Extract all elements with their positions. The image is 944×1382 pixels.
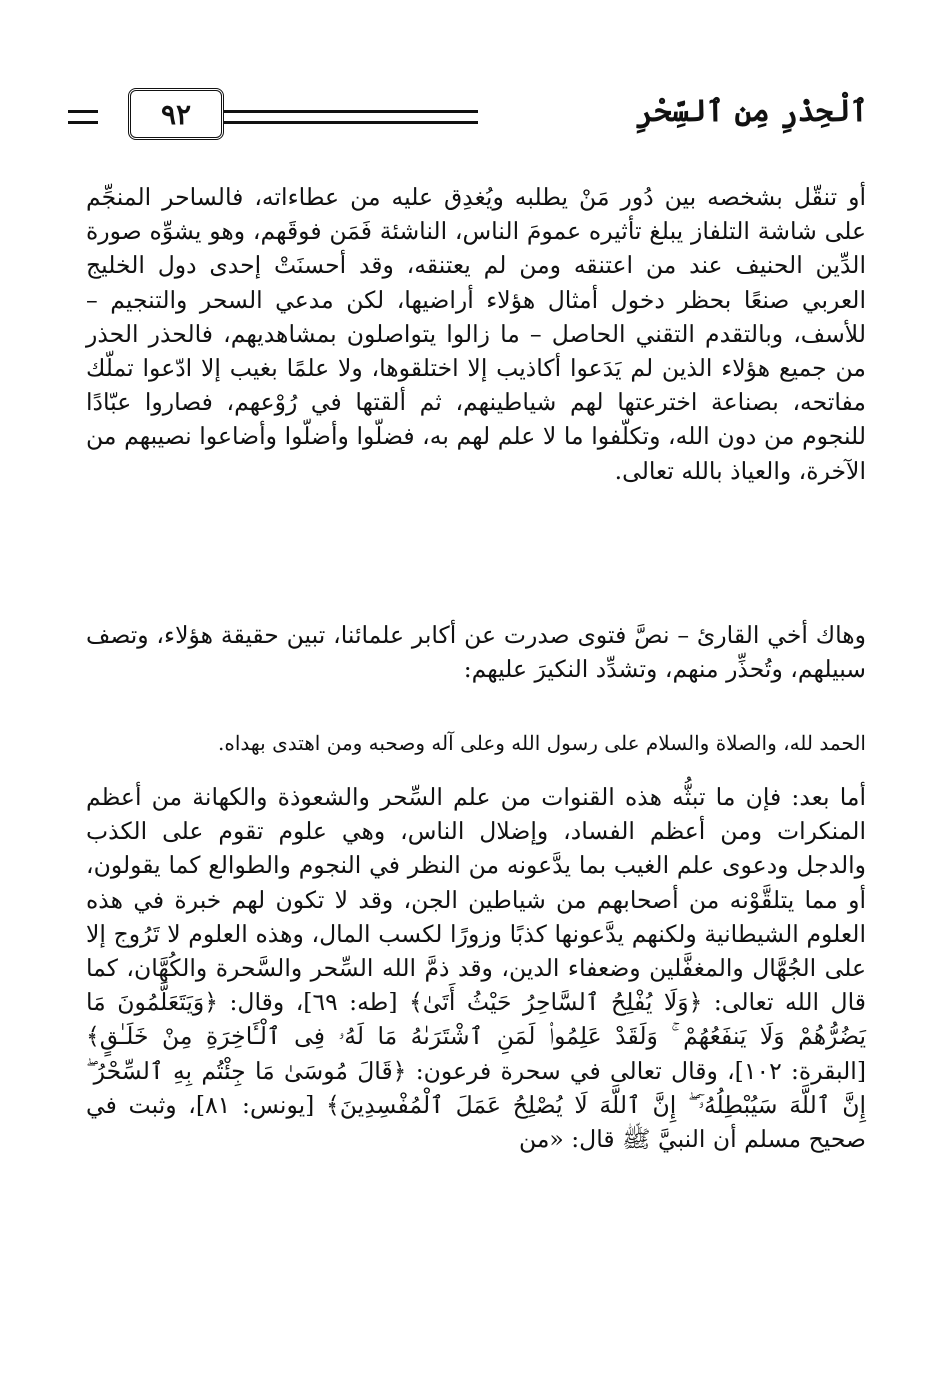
paragraph-intro: [86, 180, 866, 488]
header-rule-right: [224, 110, 478, 124]
paragraph-text: أو تنقّل بشخصه بين دُور مَنْ يطلبه ويُغدِق عليه من عطاءاته، فالساحر المنجِّم على شاشة التلفاز يبلغ تأثيره عمومَ الناس، الناشئة فَمَن فوقَهم، وهو يشوِّه صورة الدِّين الحنيف عند من اعتنقه ومن لم يعتنقه، وقد أحسنَتْ إحدى دول الخليج العربي صنعًا بحظر دخول أمثال هؤلاء أراضيها، لكن مدعي السحر والتنجيم – للأسف، وبالتقدم التقني الحاصل – ما زالوا يتواصلون بمشاهديهم، فالحذر الحذر من جميع هؤلاء الذين لم يَدَعوا أكاذيب إلا اختلقوها، ولا علمًا بغيب إلا ادّعوا تملّك مفاتحه، بصناعة اخترعتها لهم شياطينهم، ثم ألقتها في رُوْعهم، فصاروا عبّادًا للنجوم من دون الله، وتكلّفوا ما لا علم لهم به، فضلّوا وأضلّوا وأضاعوا نصيبهم من الآخرة، والعياذ بالله تعالى.: [86, 183, 866, 485]
paragraph-fatwa-intro: [86, 618, 866, 686]
paragraph-text: وهاك أخي القارئ – نصَّ فتوى صدرت عن أكابر علمائنا، تبين حقيقة هؤلاء، وتصف سبيلهم، وتُحذِّر منهم، وتشدِّد النكيرَ عليهم:: [86, 621, 866, 684]
page-header: [88, 88, 868, 142]
running-title: ٱلْحِذْرِ مِن ٱلسِّحْرِ: [636, 94, 868, 129]
paragraph-text: الحمد لله، والصلاة والسلام على رسول الله وعلى آله وصحبه ومن اهتدى بهداه.: [218, 731, 866, 755]
page-number: ٩٢: [160, 97, 192, 131]
paragraph-text: أما بعد: فإن ما تبثُّه هذه القنوات من علم السِّحر والشعوذة والكهانة من أعظم المنكرات ومن أعظم الفساد، وإضلال الناس، وهي علوم تقوم على الكذب والدجل ودعوى علم الغيب بما يدَّعونه من النظر في النجوم والطوالع كما يقولون، أو مما يتلقَّوْنه من أصحابهم من شياطين الجن، وقد لا تكون لهم خبرة في هذه العلوم الشيطانية ولكنهم يدَّعونها كذبًا وزورًا لكسب المال، وهذه العلوم لا تَرُوج إلا على الجُهَّال والمغفَّلين وضعفاء الدين، وقد ذمَّ الله السِّحر والسَّحرة والكُهَّان، كما قال الله تعالى: ﴿وَلَا يُفْلِحُ ٱلسَّاحِرُ حَيْثُ أَتَىٰ﴾ [طه: ٦٩]، وقال: ﴿وَيَتَعَلَّمُونَ مَا يَضُرُّهُمْ وَلَا يَنفَعُهُمْ ۚ وَلَقَدْ عَلِمُوا۟ لَمَنِ ٱشْتَرَىٰهُ مَا لَهُۥ فِى ٱلْـَٔاخِرَةِ مِنْ خَلَـٰقٍ﴾ [البقرة: ١٠٢]، وقال تعالى في سحرة فرعون: ﴿قَالَ مُوسَىٰ مَا جِئْتُم بِهِ ٱلسِّحْرُ ۖ إِنَّ ٱللَّهَ سَيُبْطِلُهُۥٓ ۖ إِنَّ ٱللَّهَ لَا يُصْلِحُ عَمَلَ ٱلْمُفْسِدِينَ﴾ [يونس: ٨١]، وثبت في صحيح مسلم أن النبيَّ ﷺ قال: «من: [86, 783, 867, 1154]
page-number-frame: [128, 88, 224, 140]
paragraph-fatwa-body: [86, 780, 866, 1156]
header-rule-left: [68, 110, 98, 124]
paragraph-praise: [86, 726, 866, 760]
